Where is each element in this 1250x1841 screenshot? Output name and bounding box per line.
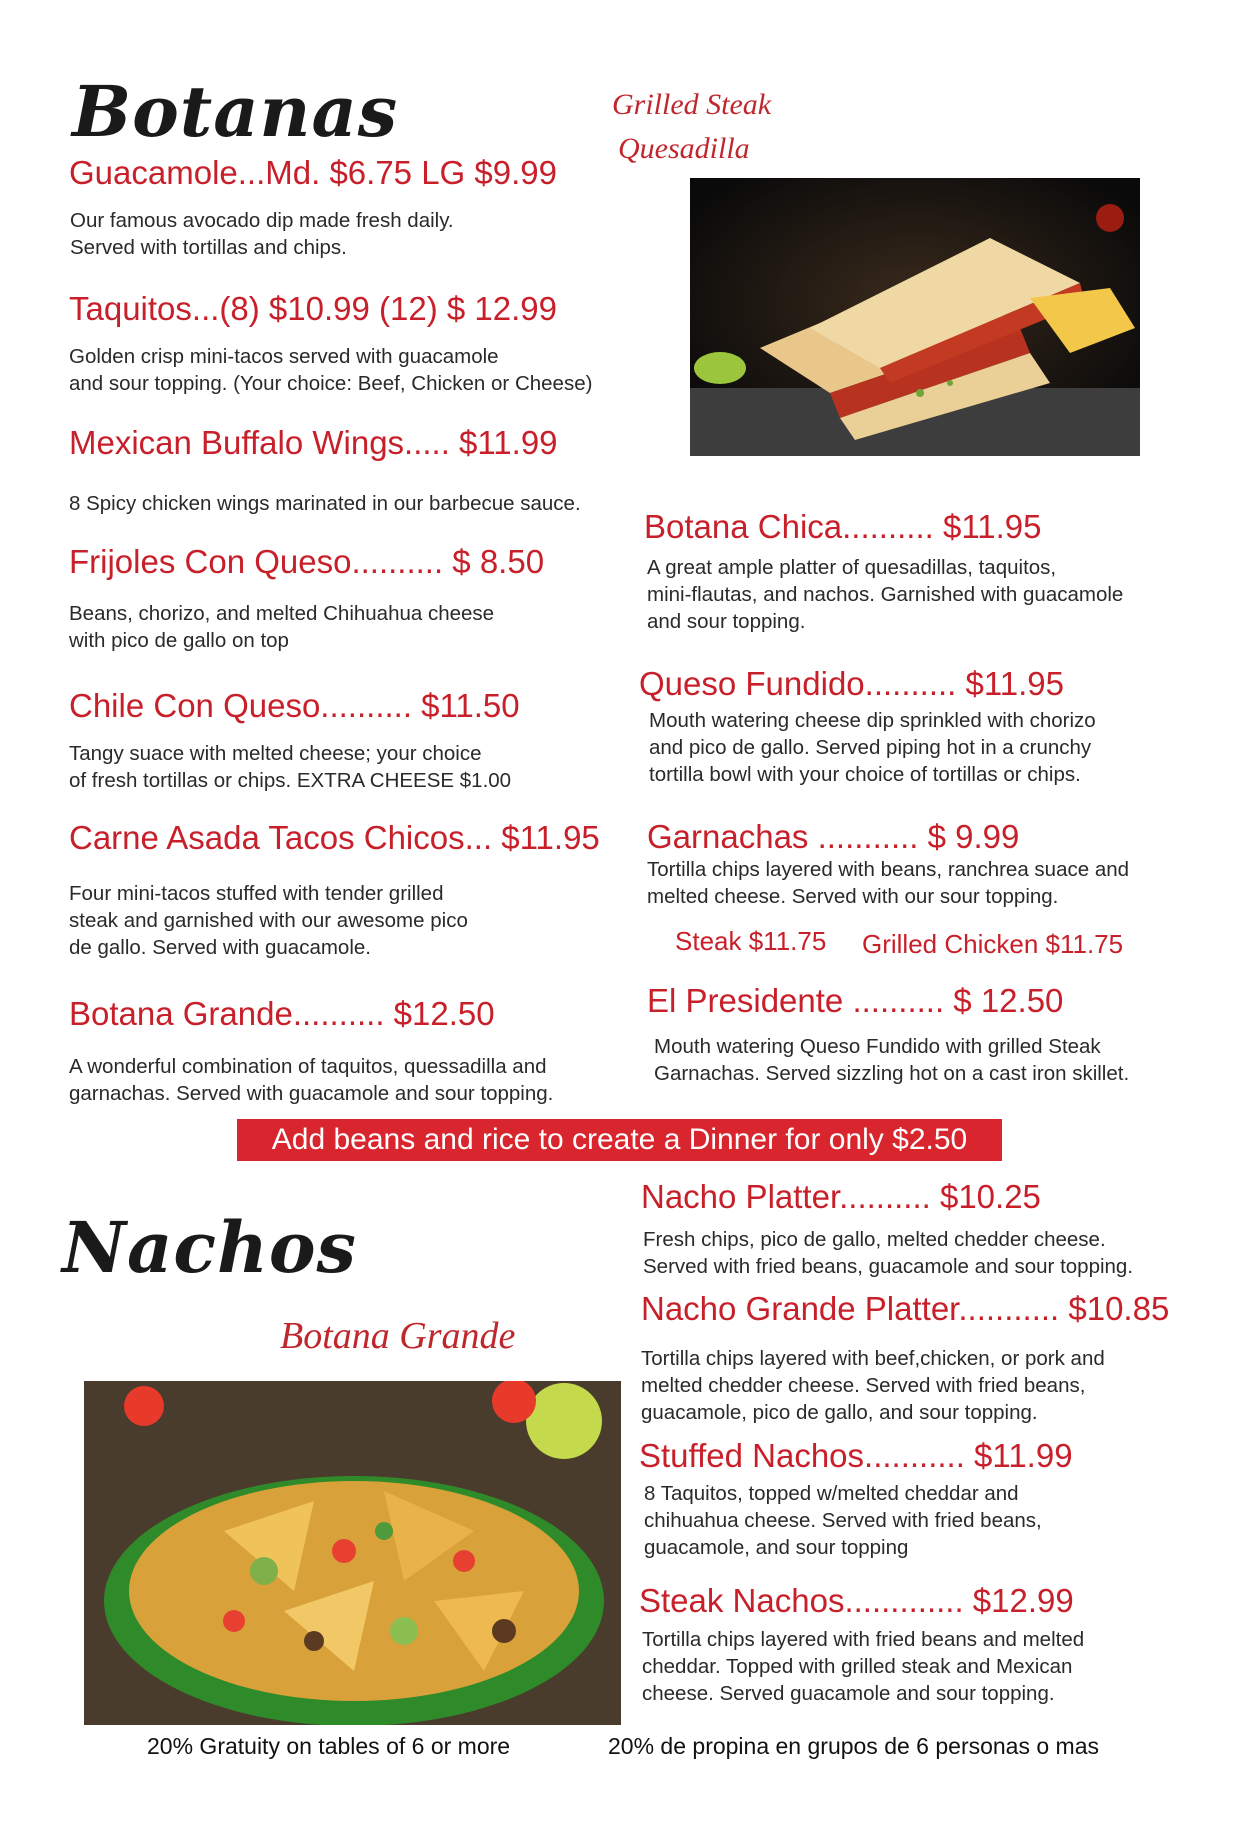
garnachas-chicken-option: Grilled Chicken $11.75	[862, 929, 1124, 959]
chile-con-queso-desc: Tangy suace with melted cheese; your choice of fresh tortillas or chips. EXTRA CHEESE $1.00	[69, 742, 512, 792]
quesadilla-photo-caption-line1: Grilled Steak	[612, 88, 772, 121]
botana-grande-desc: A wonderful combination of taquitos, quessadilla and garnachas. Served with guacamole and sour topping.	[69, 1055, 554, 1105]
el-presidente-title: El Presidente .......... $ 12.50	[647, 982, 1064, 1019]
el-presidente-desc: Mouth watering Queso Fundido with grilled Steak Garnachas. Served sizzling hot on a cast iron skillet.	[654, 1035, 1130, 1085]
garnachas-desc: Tortilla chips layered with beans, ranchrea suace and melted cheese. Served with our sour topping.	[647, 858, 1130, 908]
botana-chica-desc: A great ample platter of quesadillas, taquitos, mini-flautas, and nachos. Garnished with guacamole and sour topping.	[647, 556, 1124, 633]
garnachas-title: Garnachas ........... $ 9.99	[647, 818, 1020, 855]
frijoles-desc: Beans, chorizo, and melted Chihuahua cheese with pico de gallo on top	[69, 602, 495, 652]
nachos-heading: Nachos	[62, 1206, 357, 1289]
nacho-platter-desc: Fresh chips, pico de gallo, melted chedder cheese. Served with fried beans, guacamole and sour topping.	[643, 1228, 1134, 1278]
steak-nachos-title: Steak Nachos............. $12.99	[639, 1582, 1074, 1619]
gratuity-note-english: 20% Gratuity on tables of 6 or more	[147, 1733, 511, 1759]
buffalo-wings-desc: 8 Spicy chicken wings marinated in our barbecue sauce.	[69, 492, 581, 515]
taquitos-title: Taquitos...(8) $10.99 (12) $ 12.99	[69, 290, 557, 327]
stuffed-nachos-title: Stuffed Nachos........... $11.99	[639, 1437, 1073, 1474]
carne-asada-tacos-desc: Four mini-tacos stuffed with tender grilled steak and garnished with our awesome pico de gallo. Served with guacamole.	[69, 882, 468, 959]
chile-con-queso-title: Chile Con Queso.......... $11.50	[69, 687, 520, 724]
queso-fundido-title: Queso Fundido.......... $11.95	[639, 665, 1064, 702]
guacamole-desc: Our famous avocado dip made fresh daily. Served with tortillas and chips.	[70, 209, 454, 259]
garnachas-steak-option: Steak $11.75	[675, 926, 827, 956]
queso-fundido-desc: Mouth watering cheese dip sprinkled with chorizo and pico de gallo. Served piping hot in a crunchy tortilla bowl with your choice of tortillas or chips.	[649, 709, 1096, 786]
nachos-illustration	[84, 1381, 621, 1725]
stuffed-nachos-desc: 8 Taquitos, topped w/melted cheddar and chihuahua cheese. Served with fried beans, guacamole, and sour topping	[644, 1482, 1042, 1559]
carne-asada-tacos-title: Carne Asada Tacos Chicos... $11.95	[69, 819, 600, 856]
nacho-grande-platter-desc: Tortilla chips layered with beef,chicken, or pork and melted chedder cheese. Served with fried beans, guacamole, pico de gallo, and sour topping.	[641, 1347, 1105, 1424]
gratuity-note-spanish: 20% de propina en grupos de 6 personas o mas	[608, 1733, 1099, 1759]
grilled-steak-quesadilla-photo	[690, 178, 1140, 456]
botana-grande-photo-caption: Botana Grande	[280, 1315, 516, 1357]
botanas-heading: Botanas	[72, 70, 399, 153]
guacamole-title: Guacamole...Md. $6.75 LG $9.99	[69, 154, 557, 191]
steak-nachos-desc: Tortilla chips layered with fried beans and melted cheddar. Topped with grilled steak and Mexican cheese. Served guacamole and sour topping.	[642, 1628, 1085, 1705]
botana-grande-nachos-photo	[84, 1381, 621, 1725]
dinner-upgrade-banner: Add beans and rice to create a Dinner for only $2.50	[237, 1119, 1002, 1161]
nacho-grande-platter-title: Nacho Grande Platter........... $10.85	[641, 1290, 1170, 1327]
quesadilla-photo-caption-line2: Quesadilla	[618, 132, 750, 165]
nacho-platter-title: Nacho Platter.......... $10.25	[641, 1178, 1041, 1215]
frijoles-title: Frijoles Con Queso.......... $ 8.50	[69, 543, 545, 580]
botana-grande-title: Botana Grande.......... $12.50	[69, 995, 495, 1032]
taquitos-desc: Golden crisp mini-tacos served with guacamole and sour topping. (Your choice: Beef, Chicken or Cheese)	[69, 345, 593, 395]
quesadilla-illustration	[690, 178, 1140, 456]
buffalo-wings-title: Mexican Buffalo Wings..... $11.99	[69, 424, 558, 461]
botana-chica-title: Botana Chica.......... $11.95	[644, 508, 1042, 545]
